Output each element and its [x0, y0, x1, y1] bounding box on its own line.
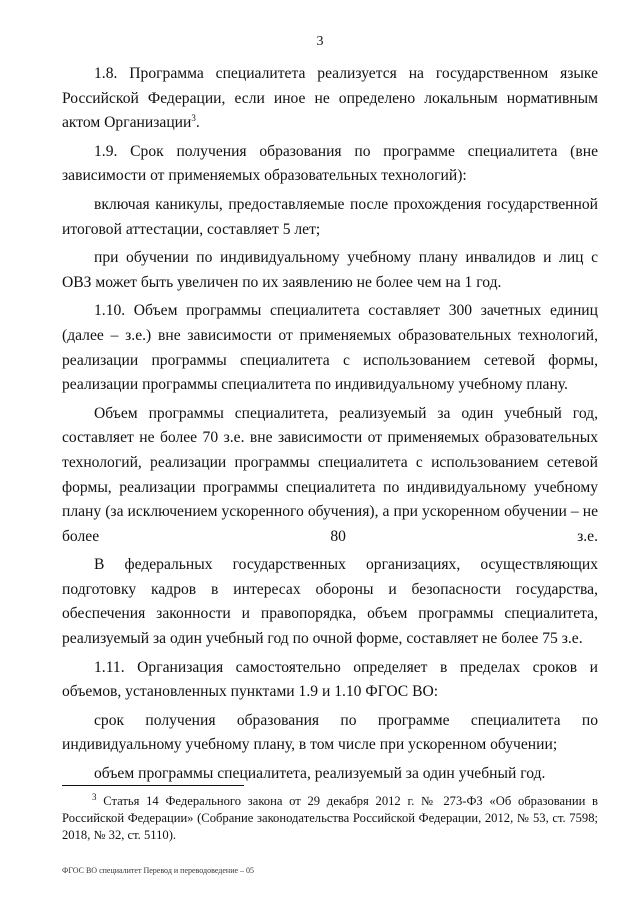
paragraph-text: 1.8. Программа специалитета реализуется на государственном языке Российской Федерации, если иное не определено локальным нормативным актом Организации	[62, 65, 598, 132]
page-footer: ФГОС ВО специалитет Перевод и переводоведение – 05	[62, 866, 255, 875]
footnote	[62, 793, 598, 844]
paragraph-1-9: 1.9. Срок получения образования по программе специалитета (вне зависимости от применяемых образовательных технологий):	[62, 142, 598, 185]
footnote-reference: 3	[191, 113, 196, 123]
page-number: 3	[316, 34, 324, 49]
paragraph-federal-organizations: В федеральных государственных организациях, осуществляющих подготовку кадров в интересах обороны и безопасности государства, обеспечения законности и правопорядка, объем программы специалитета, реализуемый за один учебный год по очной форме, составляет не более 75 з.е.	[62, 556, 598, 648]
footnote-text: Статья 14 Федерального закона от 29 декабря 2012 г. № 273-ФЗ «Об образовании в Российской Федерации» (Собрание законодательства Российской Федерации, 2012, № 53, ст. 7598; 2018, № 32, ст. 5110).	[62, 794, 598, 842]
paragraph-holidays: включая каникулы, предоставляемые после прохождения государственной итоговой аттестации, составляет 5 лет;	[62, 195, 598, 238]
paragraph-individual-plan: при обучении по индивидуальному учебному плану инвалидов и лиц с ОВЗ может быть увеличен по их заявлению не более чем на 1 год.	[62, 249, 598, 291]
paragraph-annual-volume: Объем программы специалитета, реализуемый за один учебный год, составляет не более 70 з.е. вне зависимости от применяемых образовательных технологий, реализации программы специалитета с использованием сетевой формы, реализации программы специалитета по индивидуальному учебному плану (за исключением ускоренного обучения), а при ускоренном обучении – не более 80 з.е.	[62, 404, 598, 545]
paragraph-1-11: 1.11. Организация самостоятельно определяет в пределах сроков и объемов, установленных пунктами 1.9 и 1.10 ФГОС ВО:	[62, 658, 598, 701]
paragraph-end: .	[195, 114, 200, 132]
paragraph-1-10: 1.10. Объем программы специалитета составляет 300 зачетных единиц (далее – з.е.) вне зависимости от применяемых образовательных технологий, реализации программы специалитета с использованием сетевой формы, реализации программы специалитета по индивидуальному учебному плану.	[62, 302, 598, 394]
footnote-divider	[62, 785, 244, 786]
paragraph-volume: объем программы специалитета, реализуемый за один учебный год.	[94, 765, 546, 783]
document-body	[62, 62, 598, 791]
paragraph-1-8	[62, 62, 598, 136]
paragraph-term: срок получения образования по программе специалитета по индивидуальному учебному плану, в том числе при ускоренном обучении;	[62, 711, 598, 754]
footnote-marker: 3	[92, 791, 97, 802]
